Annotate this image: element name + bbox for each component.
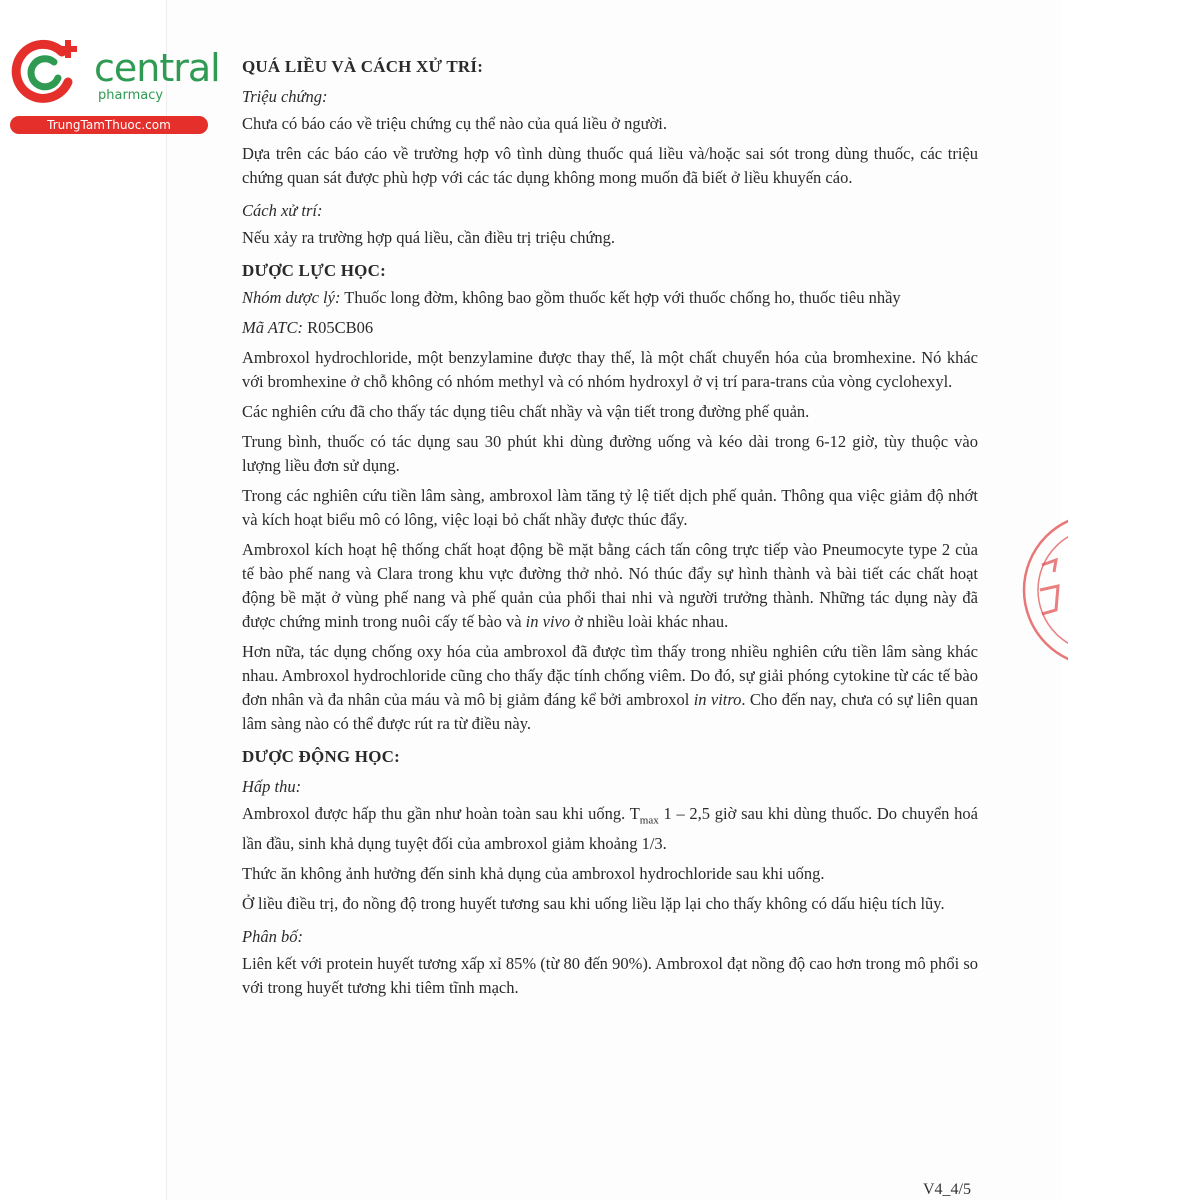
paragraph: Nếu xảy ra trường hợp quá liều, cần điều trị triệu chứng. bbox=[242, 228, 616, 247]
paragraph bbox=[242, 640, 978, 736]
paragraph: Trung bình, thuốc có tác dụng sau 30 phút khi dùng đường uống và kéo dài trong 6-12 giờ, tùy thuộc vào lượng liều đơn sử dụng. bbox=[242, 432, 978, 475]
paragraph: Chưa có báo cáo về triệu chứng cụ thể nào của quá liều ở người. bbox=[242, 114, 668, 133]
text-run: Ambroxol được hấp thu gần như hoàn toàn sau khi uống. T bbox=[242, 804, 640, 823]
paragraph: Liên kết với protein huyết tương xấp xỉ 85% (từ 80 đến 90%). Ambroxol đạt nồng độ cao hơn trong mô phổi so với trong huyết tương khi tiêm tĩnh mạch. bbox=[242, 954, 978, 998]
paragraph: Thức ăn không ảnh hưởng đến sinh khả dụng của ambroxol hydrochloride sau khi uống. bbox=[242, 864, 825, 884]
paragraph: Dựa trên các báo cáo về trường hợp vô tình dùng thuốc quá liều và/hoặc sai sót trong dùng thuốc, các triệu chứng quan sát được phù hợp với các tác dụng không mong muốn đã biết ở liều khuyến cáo. bbox=[242, 144, 978, 187]
label-atc: Mã ATC: bbox=[242, 318, 303, 337]
heading-overdose: QUÁ LIỀU VÀ CÁCH XỬ TRÍ: bbox=[242, 57, 484, 76]
page-number: V4_4/5 bbox=[923, 1181, 971, 1198]
pharmacologic-group-text: Thuốc long đờm, không bao gồm thuốc kết hợp với thuốc chống ho, thuốc tiêu nhầy bbox=[340, 288, 901, 307]
paragraph bbox=[242, 538, 978, 634]
paragraph: Ở liều điều trị, đo nồng độ trong huyết tương sau khi uống liều lặp lại cho thấy không có dấu hiệu tích lũy. bbox=[242, 894, 945, 914]
red-seal-stamp bbox=[1020, 510, 1068, 670]
label-treatment: Cách xử trí: bbox=[242, 201, 323, 220]
subscript: max bbox=[639, 814, 659, 827]
paragraph-atc-code bbox=[242, 316, 978, 340]
atc-code: R05CB06 bbox=[302, 318, 374, 337]
heading-pharmacokinetics: DƯỢC ĐỘNG HỌC: bbox=[242, 747, 400, 766]
pharmacy-cross-icon bbox=[10, 38, 80, 104]
paragraph: Các nghiên cứu đã cho thấy tác dụng tiêu chất nhầy và vận tiết trong đường phế quản. bbox=[242, 402, 810, 421]
logo-url-badge[interactable]: TrungTamThuoc.com bbox=[10, 116, 208, 134]
label-pharmacologic-group: Nhóm dược lý: bbox=[242, 288, 341, 307]
paragraph: Ambroxol hydrochloride, một benzylamine được thay thế, là một chất chuyển hóa của bromhexine. Nó khác với bromhexine ở chỗ không có nhóm methyl và có nhóm hydroxyl ở vị trí para-trans của vòng cyclohexyl. bbox=[242, 348, 978, 391]
text-italic: in vivo bbox=[525, 612, 571, 631]
text-run: 1 – 2,5 giờ sau khi dùng thuốc. Do chuyển hoá lần đầu, sinh khả dụng tuyệt đối của ambroxol giảm khoảng 1/3. bbox=[242, 804, 978, 854]
text-run: Ambroxol kích hoạt hệ thống chất hoạt động bề mặt bằng cách tấn công trực tiếp vào Pneumocyte type 2 của tế bào phế nang và Clara trong khu vực đường thở nhỏ. Nó thúc đẩy sự hình thành và bài tiết các chất hoạt động bề mặt ở vùng phế nang và phế quản của phổi thai nhi và người trưởng thành. Những tác dụng này đã được chứng minh trong nuôi cấy tế bào và bbox=[242, 540, 978, 631]
central-pharmacy-logo[interactable] bbox=[10, 38, 220, 136]
text-run: . Cho đến nay, chưa có sự liên quan lâm sàng nào có thể được rút ra từ điều này. bbox=[242, 690, 978, 733]
paragraph bbox=[242, 802, 978, 856]
heading-pharmacodynamics: DƯỢC LỰC HỌC: bbox=[242, 261, 386, 280]
paragraph: Trong các nghiên cứu tiền lâm sàng, ambroxol làm tăng tỷ lệ tiết dịch phế quản. Thông qua việc giảm độ nhớt và kích hoạt biểu mô có lông, việc loại bỏ chất nhầy được thúc đẩy. bbox=[242, 486, 978, 529]
paragraph-pharmacologic-group bbox=[242, 286, 978, 310]
text-run: Hơn nữa, tác dụng chống oxy hóa của ambroxol đã được tìm thấy trong nhiều nghiên cứu tiền lâm sàng khác nhau. Ambroxol hydrochloride cũng cho thấy đặc tính chống viêm. Do đó, sự giải phóng cytokine từ các tế bào đơn nhân và đa nhân của máu và mô bị giảm đáng kể bởi ambroxol bbox=[242, 642, 978, 709]
text-run: ở nhiều loài khác nhau. bbox=[570, 612, 729, 631]
label-distribution: Phân bố: bbox=[242, 927, 303, 947]
logo-subtitle: pharmacy bbox=[98, 88, 164, 103]
document-body bbox=[242, 52, 978, 1006]
label-absorption: Hấp thu: bbox=[242, 777, 302, 796]
label-symptoms: Triệu chứng: bbox=[242, 87, 328, 106]
text-italic: in vitro bbox=[693, 690, 742, 709]
logo-name: central bbox=[94, 46, 220, 90]
